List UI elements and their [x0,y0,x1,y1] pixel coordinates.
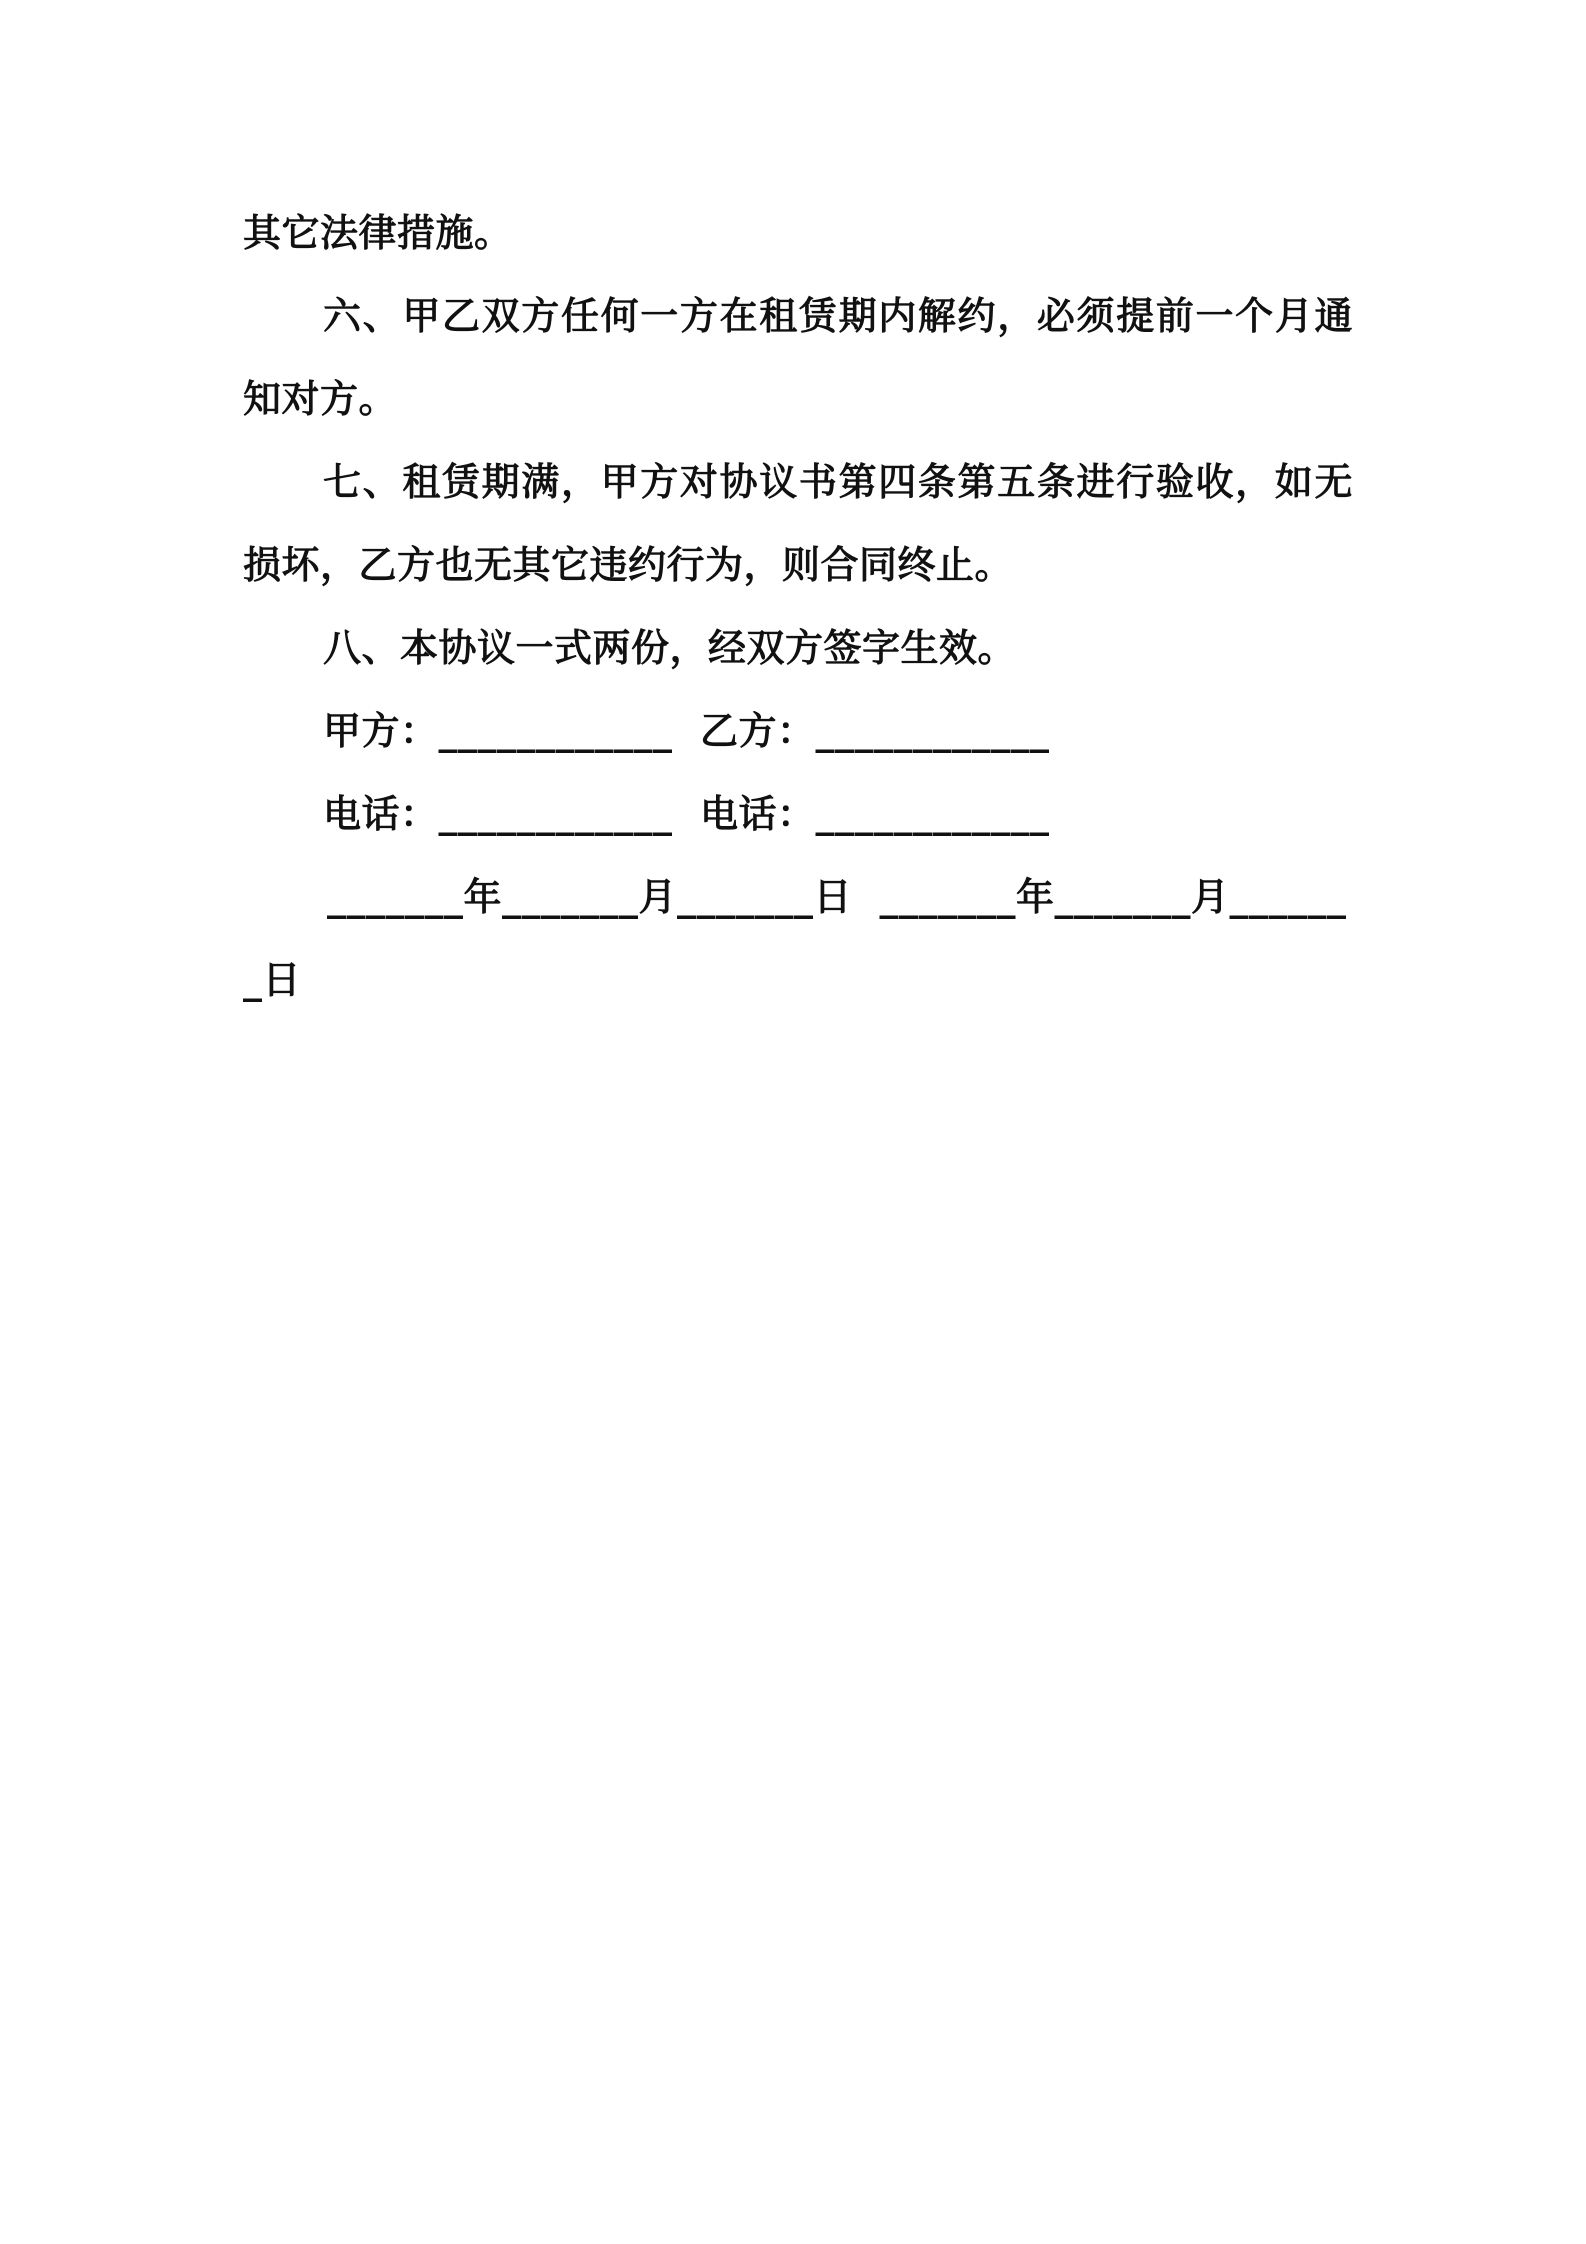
document-body [243,192,1353,1022]
clause-8: 八、本协议一式两份，经双方签字生效。 [323,626,1017,670]
clause-7: 七、租赁期满，甲方对协议书第四条第五条进行验收，如无损坏，乙方也无其它违约行为，则合同终止。 [243,460,1353,587]
signature-party-line: 甲方：____________ 乙方：____________ [323,709,1050,753]
signature-date-line: _______年_______月_______日 _______年_______月_______日 [243,875,1347,1002]
clause-6: 六、甲乙双方任何一方在租赁期内解约，必须提前一个月通知对方。 [243,294,1353,421]
signature-phone-line: 电话：____________ 电话：____________ [323,792,1050,836]
clause-5-continuation: 其它法律措施。 [243,211,513,255]
